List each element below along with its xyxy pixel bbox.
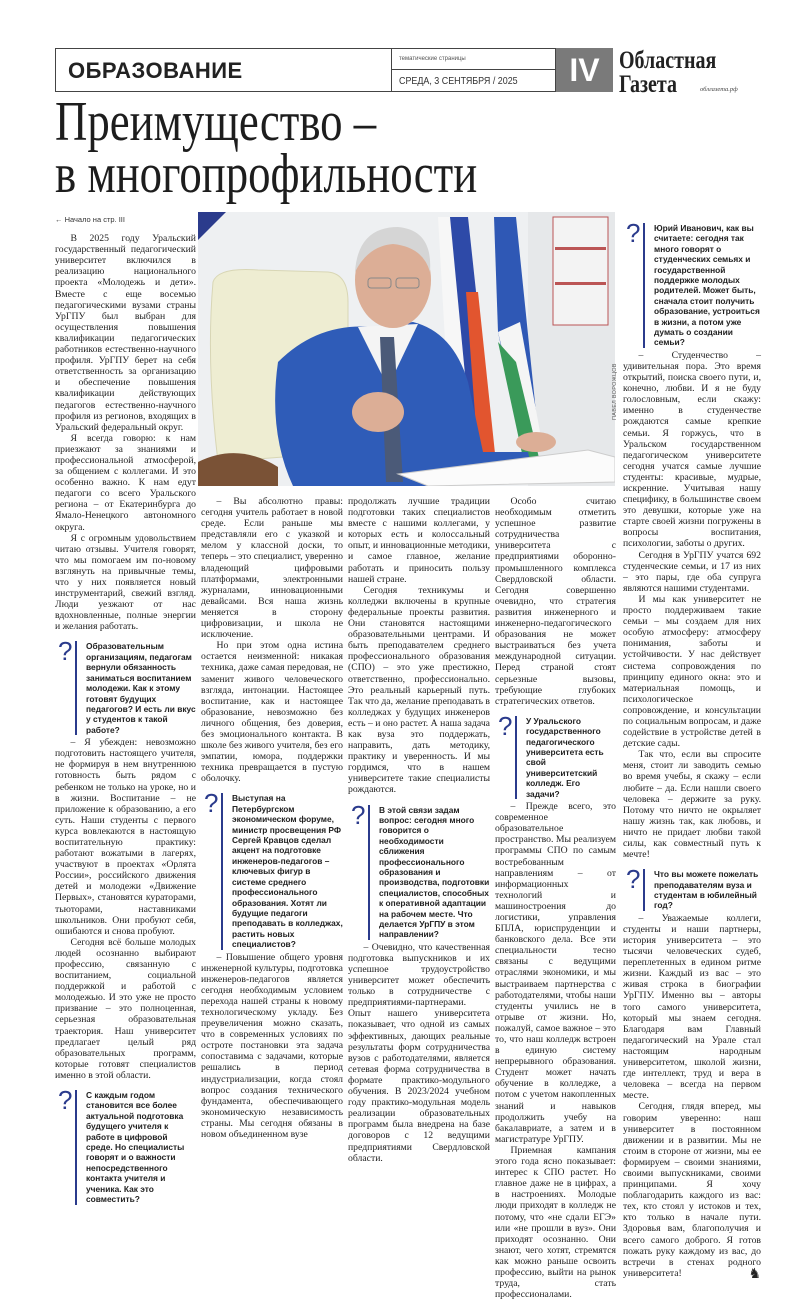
- paragraph: Сегодня техникумы и колледжи включены в крупные федеральные проекты развития. Они становятся настоящими образовательными центрами. И быть преподавателем среднего профессионального образования (СПО) – это уже престижно, ответственно, профессионально. Это реальный карьерный путь. Так что да, желание преподавать в колледжах у будущих инженеров есть – и оно растет. А наша задача как вуза это поддержать, направить, дать методику, практику и уверенность. И мы гордимся, что в нашем университете такие специалисты рождаются.: [348, 584, 490, 796]
- page-number: IV: [556, 48, 613, 92]
- newspaper-logo-line1: Областная: [619, 47, 717, 74]
- paragraph: Я с огромным удовольствием читаю отзывы. Учителя говорят, что мы помогаем им по-новому взглянуть на привычные темы, что у них появляется новый инструментарий, свежий взгляд. Люди уезжают от нас вдохновленные, полные энергии и желания работать.: [55, 532, 196, 633]
- article-column-4: [495, 496, 616, 1300]
- question-mark-icon: ?: [626, 218, 641, 248]
- interview-question: [201, 788, 343, 950]
- paragraph: Приемная кампания этого года ясно показывает: интерес к СПО растет. Но главное даже не в цифрах, а в настроениях. Молодые люди приходят в колледж не потому, что «не сдали ЕГЭ» или «не прошли в вуз». Они приходят осознанно. Они знают, чего хотят, стремятся как можно раньше освоить профессию, выйти на рынок труда, стать профессионалами.: [495, 1144, 616, 1300]
- paragraph: Сегодня всё больше молодых людей осознанно выбирают профессию, связанную с воспитанием, социальной поддержкой и работой с молодежью. И это уже не просто призвание – это полноценная, серьезная образовательная траектория. Наш университет предлагает целый ряд образовательных программ, которые готовят специалистов именно в этой области.: [55, 936, 196, 1081]
- paragraph: Особо считаю необходимым отметить успешное развитие сотрудничества университета с предприятиями оборонно-промышленного комплекса Свердловской области. Сегодня совершенно очевидно, что стратегия развития инженерного и инженерно-педагогического образования не может выстраиваться без учета международной ситуации. Перед страной стоят серьезные вызовы, требующие глубоких стратегических ответов.: [495, 496, 616, 707]
- question-mark-icon: ?: [58, 1085, 73, 1116]
- divider: [391, 69, 555, 70]
- question-rule: [368, 805, 370, 940]
- question-rule: [221, 793, 223, 949]
- question-rule: [515, 716, 517, 799]
- thematic-pages-label: тематические страницы: [399, 56, 466, 62]
- interview-question: [623, 864, 761, 911]
- interview-question: [495, 710, 616, 799]
- paragraph: Сегодня, глядя вперед, мы говорим уверенно: наш университет в постоянном движении и в развитии. Мы не стоим в стороне от жизни, мы ее формируем – своими знаниями, своими выпускниками, своими принципами. Я хочу поблагодарить каждого из вас: тех, кто стоял у истоков и тех, кто только в начале пути. Здоровья вам, благополучия и всего самого доброго. Я готов пожать руку каждому из вас, до встречи в стенах родного университета!: [623, 1101, 761, 1279]
- interview-question: [55, 636, 196, 735]
- question-mark-icon: ?: [498, 710, 513, 741]
- issue-date: СРЕДА, 3 СЕНТЯБРЯ / 2025: [399, 75, 518, 87]
- paragraph: Так что, если вы спросите меня, стоит ли заводить семью во время учебы, я скажу – если любите – да. Если нашли своего человека – держите за руку. Потому что ничто не окрыляет нашу жизнь так, как любовь, и ничто не придает любви такой силы, как совместный путь к мечте!: [623, 749, 761, 861]
- portrait-illustration: [198, 212, 615, 486]
- photo-credit: ПАВЕЛ ВОРОЖЦОВ: [612, 363, 618, 420]
- article-column-5: [623, 214, 761, 1280]
- question-mark-icon: ?: [58, 636, 73, 667]
- article-photo: [198, 212, 615, 486]
- article-column-1: [55, 214, 196, 1207]
- end-of-article-emblem-icon: ♞: [748, 1266, 761, 1282]
- headline-line-2: в многопрофильности: [55, 143, 478, 205]
- question-rule: [75, 1090, 77, 1204]
- question-text: Юрий Иванович, как вы считаете: сегодня так много говорят о студенческих семьях и государственной поддержке молодых родителей. Может быть, сначала стоит получить образование, устроиться в жизни, а потом уже думать о создании семьи?: [654, 223, 760, 348]
- paragraph: – Студенчество – удивительная пора. Это время открытий, поиска своего пути, и, конечно, любви. И я не буду голословным, если скажу: именно в студенчестве рождаются самые крепкие семьи. Я горжусь, что в Уральском государственном педагогическом университете сегодня учатся самые лучшие студенты: красивые, мудрые, искренние. Учитывая нашу специфику, в большинстве своем это девушки, которые уже на старте своей жизни погружены в вопросы воспитания, психологии, заботы о других.: [623, 349, 761, 550]
- question-text: Образовательным организациям, педагогам вернули обязанность заниматься воспитанием молодежи. Как к этому готовят будущих педагогов? И есть ли вкус у студентов к такой работе?: [86, 641, 196, 735]
- continued-from-link[interactable]: ← Начало на стр. III: [55, 215, 125, 224]
- question-text: Что вы можете пожелать преподавателям вуза и студентам в юбилейный год?: [654, 869, 759, 911]
- question-rule: [75, 641, 77, 735]
- section-title: ОБРАЗОВАНИЕ: [68, 58, 243, 83]
- paragraph: И мы как университет не просто поддерживаем такие семьи – мы создаем для них особую атмосферу: атмосферу понимания, заботы и устойчивости. У нас действует система сопровождения по принципу единого окна: это и материальная помощь, и психологическое сопровождение, и консультации по социальным вопросам, и даже содействие в устройстве детей в детские сады.: [623, 593, 761, 750]
- article-column-2: [201, 496, 343, 1140]
- question-mark-icon: ?: [204, 788, 219, 819]
- paragraph: Но при этом одна истина остается неизменной: никакая техника, даже самая передовая, не заменит живого человеческого взгляда, интонации. Настоящее воспитание, как и настоящее образование, невозможно без личного общения, без доверия, без эмоционального контакта. В школе без живого учителя, без его эмпатии, юмора, поддержки техника превращается в пустую оболочку.: [201, 640, 343, 785]
- headline-line-1: Преимущество –: [55, 91, 377, 153]
- question-mark-icon: ?: [626, 864, 641, 895]
- newspaper-url: облгазета.рф: [700, 86, 738, 93]
- question-text: У Уральского государственного педагогического университета есть свой университетский колледж. Его задачи?: [526, 715, 604, 799]
- paragraph: – Вы абсолютно правы: сегодня учитель работает в новой среде. Если раньше мы представляли его с указкой и мелом у классной доски, то теперь – это специалист, уверенно владеющий цифровыми платформами, электронными журналами, инновационными девайсами. Вся наша жизнь меняется в сторону цифровизации, и школа не исключение.: [201, 496, 343, 641]
- interview-question: [348, 799, 490, 940]
- paragraph: – Повышение общего уровня инженерной культуры, подготовка инженеров-педагогов является сегодня необходимым условием перехода нашей страны к новому технологическому укладу. Без преувеличения можно сказать, что в современных условиях по остроте постановки эта задача сопоставима с задачами, которые решались в период индустриализации, когда стоял вопрос создания технического фундамента, обеспечивающего экономическую независимость страны. Мы сегодня обязаны в новом объединенном вузе: [201, 951, 343, 1141]
- paragraph: – Я убежден: невозможно подготовить настоящего учителя, не формируя в нем внутреннюю готовность быть рядом с ребенком не только на уроке, но и в жизни. Воспитание – не приложение к образованию, а его суть. Наши студенты с первого курса вовлекаются в настоящую воспитательную практику: работают вожатыми в лагерях, участвуют в проектах «Орлята России», российского движения детей и молодежи «Движение Первых», становятся кураторами, тьюторами, наставниками школьников. Они пробуют себя, ошибаются и снова пробуют.: [55, 737, 196, 937]
- paragraph: – Прежде всего, это современное образовательное пространство. Мы реализуем программы СПО по самым востребованным направлениям – от информационных технологий и машиностроения до логистики, управления БПЛА, юриспруденции и банковского дела. Все эти специальности тесно связаны с ведущими отраслями экономики, и мы выстраиваем партнерства с работодателями, чтобы наши студенты учились не в отрыве от жизни. Но, пожалуй, самое важное – это то, что наш колледж встроен в единую систему непрерывного образования. Студент может начать обучение в колледже, а потом с учетом накопленных знаний и навыков продолжить учебу на бакалавриате, а затем и в магистратуре УрГПУ.: [495, 801, 616, 1145]
- paragraph: Сегодня в УрГПУ учатся 692 студенческие семьи, и 17 из них – это пары, где оба супруга являются нашими студентами.: [623, 549, 761, 594]
- question-rule: [643, 869, 645, 911]
- question-mark-icon: ?: [351, 799, 366, 830]
- interview-question: [55, 1085, 196, 1205]
- paragraph: – Уважаемые коллеги, студенты и наши партнеры, история университета – это тысячи человеческих судеб, переплетенных в едином ритме жизни. Каждый из вас – это живая строка в биографии УрГПУ. Именно вы – авторы того самого университета, который мы знаем сегодня. Благодаря вам Главный педагогический на Урале стал настоящим народным университетом, школой жизни, где интеллект, труд и вера в человека – всегда на первом месте.: [623, 912, 761, 1102]
- paragraph-continuation: продолжать лучшие традиции подготовки таких специалистов вместе с нашими коллегами, у которых есть и колоссальный опыт, и инновационные методики, и самое главное, желание работать и приносить пользу нашей стране.: [348, 496, 490, 585]
- question-rule: [643, 223, 645, 348]
- paragraph: В 2025 году Уральский государственный педагогический университет включился в реализацию национального проекта «Молодежь и дети». Вместе с еще восемью педагогическими вузами страны УрГПУ был выбран для осуществления повышения квалификации педагогических работников естественно-научного профиля. УрГПУ берет на себя ответственность за организацию и обеспечение повышения квалификации действующих педагогов естественно-научного профиля из регионов, входящих в Уральский федеральный округ.: [55, 233, 196, 433]
- question-text: В этой связи задам вопрос: сегодня много говорится о необходимости сближения профессионального образования и производства, подготовки специалистов, способных к оперативной адаптации на рабочем месте. Что делается УрГПУ в этом направлении?: [379, 804, 490, 940]
- question-text: С каждым годом становится все более актуальной подготовка будущего учителя к работе в цифровой среде. Но специалисты говорят и о важности непосредственного контакта учителя и ученика. Как это совместить?: [86, 1090, 185, 1205]
- interview-question: [623, 218, 761, 348]
- newspaper-logo-line2: Газета: [619, 71, 677, 98]
- question-text: Выступая на Петербургском экономическом форуме, министр просвещения РФ Сергей Кравцов сделал акцент на подготовке инженеров-педагогов – ключевых фигур в системе среднего профессионального образования. Хотят ли будущие педагоги преподавать в колледжах, растить новых специалистов?: [232, 793, 343, 950]
- article-column-3: [348, 496, 490, 1164]
- article-headline: [55, 91, 478, 205]
- paragraph: – Очевидно, что качественная подготовка выпускников и их успешное трудоустройство университет может обеспечить только в сотрудничестве с предприятиями-партнерами. Опыт нашего университета показывает, что одной из самых эффективных, дающих реальные результаты форм сотрудничества вузов с работодателями, является сетевая форма сотрудничества в формате практико-модульного обучения. В 2023/2024 учебном году практико-модульная модель реализации образовательных программ была внедрена на базе договоров с 12 ведущими предприятиями Свердловской области.: [348, 941, 490, 1164]
- paragraph: Я всегда говорю: к нам приезжают за знаниями и профессиональной атмосферой, за общением с коллегами. И это особенно важно. К нам едут педагоги со всего Уральского региона – от Екатеринбурга до Ямало-Ненецкого автономного округа.: [55, 432, 196, 533]
